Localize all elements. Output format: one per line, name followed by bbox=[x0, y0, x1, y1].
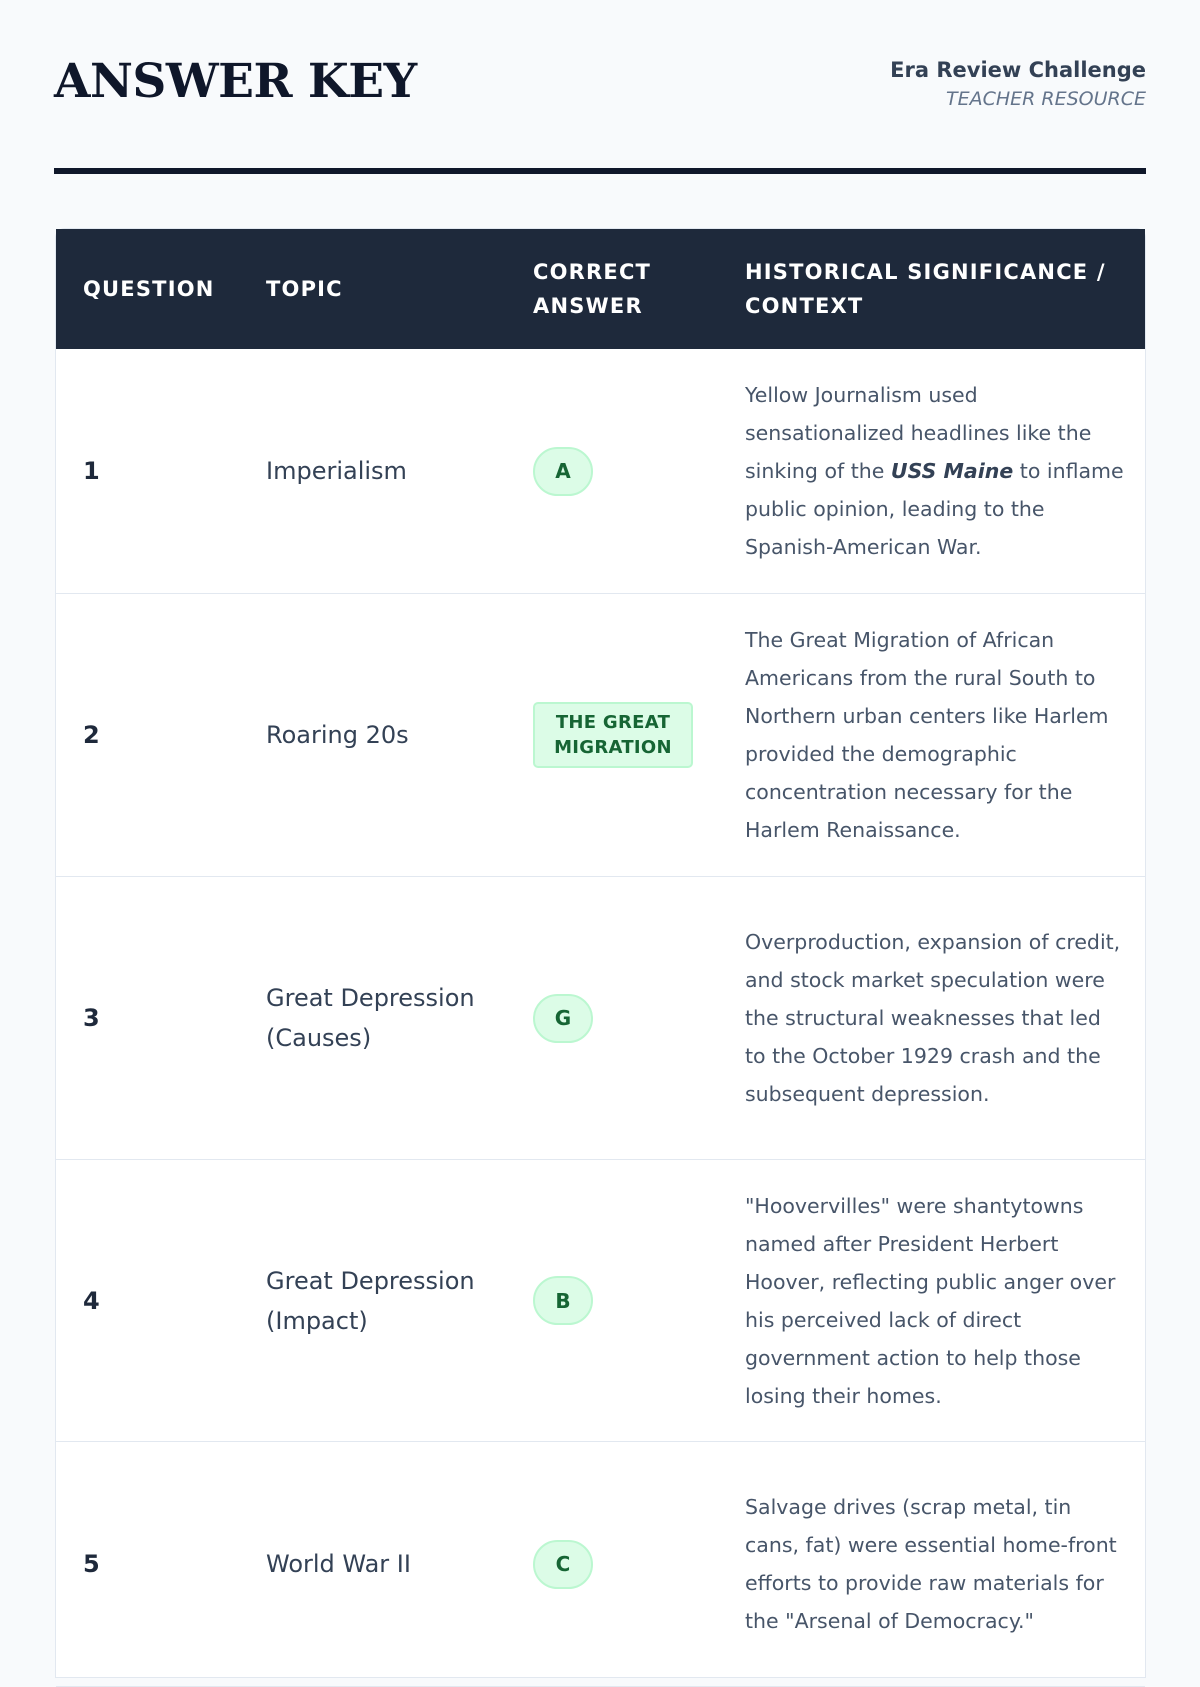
table-row bbox=[56, 349, 1145, 594]
page-header bbox=[54, 0, 1146, 174]
context-cell: Salvage drives (scrap metal, tin cans, fat) were essential home-front efforts to provide raw materials for the "Arsenal of Democracy." bbox=[745, 1495, 1117, 1633]
table-row bbox=[56, 877, 1145, 1160]
answer-badge: A bbox=[533, 447, 593, 496]
context-text: Yellow Journalism used sensationalized headlines like the sinking of the bbox=[745, 383, 1092, 483]
ship-name: USS Maine bbox=[890, 459, 1014, 483]
context-cell: The Great Migration of African Americans from the rural South to Northern urban centers like Harlem provided the demographic concentration necessary for the Harlem Renaissance. bbox=[745, 628, 1109, 842]
context-cell: "Hoovervilles" were shantytowns named after President Herbert Hoover, reflecting public anger over his perceived lack of direct government action to help those losing their homes. bbox=[745, 1193, 1116, 1408]
answer-cell bbox=[506, 1276, 718, 1325]
topic-cell: Roaring 20s bbox=[266, 721, 409, 749]
question-number: 1 bbox=[83, 457, 100, 485]
column-header-context: HISTORICAL SIGNIFICANCE / CONTEXT bbox=[745, 260, 1106, 318]
column-header-topic: TOPIC bbox=[266, 277, 343, 301]
topic-cell: World War II bbox=[266, 1550, 411, 1578]
answer-badge: THE GREAT MIGRATION bbox=[533, 702, 693, 768]
context-text: to inflame public opinion, leading to the Spanish-American War. bbox=[745, 459, 1124, 559]
table-row bbox=[56, 1160, 1145, 1442]
topic-cell: Great Depression (Causes) bbox=[266, 984, 475, 1052]
answer-cell bbox=[506, 994, 718, 1043]
page-title: ANSWER KEY bbox=[54, 54, 417, 109]
column-header-question: QUESTION bbox=[83, 277, 215, 301]
question-number: 4 bbox=[83, 1286, 100, 1315]
table-row bbox=[56, 594, 1145, 877]
table-header bbox=[56, 229, 1145, 349]
resource-label: TEACHER RESOURCE bbox=[945, 88, 1146, 110]
table-row bbox=[56, 1442, 1145, 1687]
answer-table bbox=[55, 228, 1146, 1678]
answer-badge: G bbox=[533, 994, 593, 1043]
question-number: 5 bbox=[83, 1550, 100, 1578]
answer-cell bbox=[506, 447, 718, 496]
topic-cell: Imperialism bbox=[266, 457, 407, 485]
answer-cell bbox=[506, 702, 718, 768]
context-cell: Overproduction, expansion of credit, and stock market speculation were the structural weaknesses that led to the October 1929 crash and the subsequent depression. bbox=[745, 930, 1121, 1106]
header-meta bbox=[890, 56, 1146, 114]
answer-badge: B bbox=[533, 1276, 593, 1325]
question-number: 2 bbox=[83, 721, 100, 749]
answer-cell bbox=[506, 1540, 718, 1589]
context-cell bbox=[718, 376, 1147, 566]
question-number: 3 bbox=[83, 1004, 100, 1032]
answer-badge: C bbox=[533, 1540, 593, 1589]
column-header-correct-answer: CORRECT ANSWER bbox=[533, 260, 652, 318]
topic-cell: Great Depression (Impact) bbox=[266, 1266, 475, 1335]
challenge-name: Era Review Challenge bbox=[890, 58, 1146, 82]
